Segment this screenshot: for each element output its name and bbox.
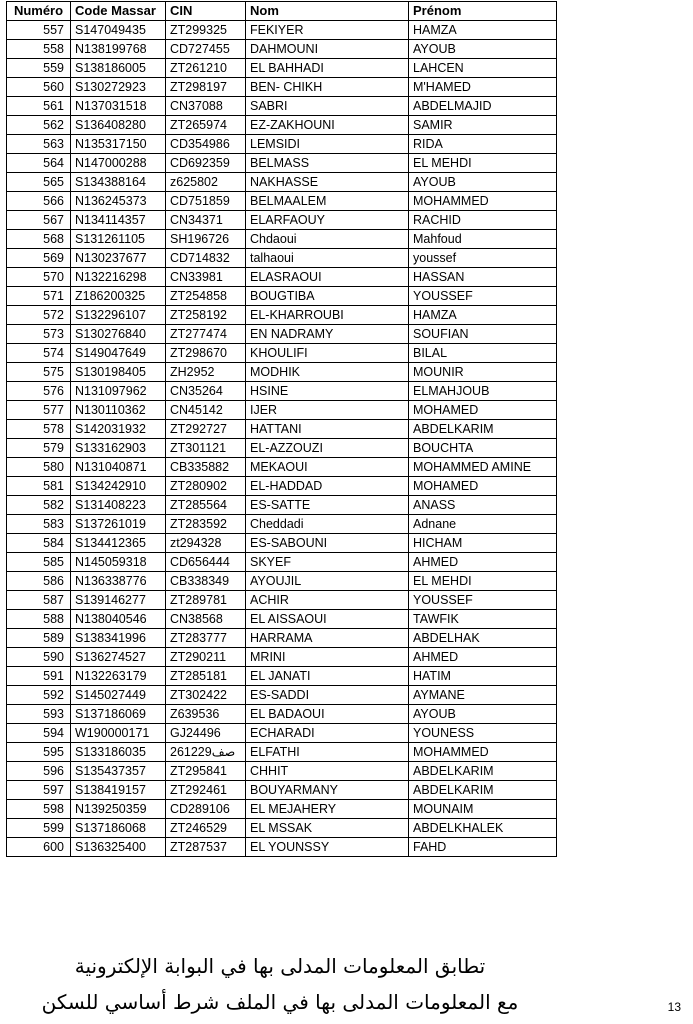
cell-code-massar: S137186069: [71, 705, 166, 724]
cell-code-massar: S142031932: [71, 420, 166, 439]
cell-code-massar: N130110362: [71, 401, 166, 420]
table-row: [7, 610, 557, 629]
cell-prenom: HAMZA: [409, 21, 557, 40]
cell-nom: Chdaoui: [246, 230, 409, 249]
cell-nom: KHOULIFI: [246, 344, 409, 363]
cell-numero: 559: [7, 59, 71, 78]
cell-code-massar: N132216298: [71, 268, 166, 287]
cell-cin: CD714832: [166, 249, 246, 268]
cell-cin: CN34371: [166, 211, 246, 230]
cell-prenom: AYOUB: [409, 705, 557, 724]
cell-numero: 583: [7, 515, 71, 534]
cell-numero: 586: [7, 572, 71, 591]
cell-code-massar: S138341996: [71, 629, 166, 648]
cell-code-massar: S138186005: [71, 59, 166, 78]
table-row: [7, 591, 557, 610]
cell-cin: ZH2952: [166, 363, 246, 382]
cell-prenom: BILAL: [409, 344, 557, 363]
cell-prenom: BOUCHTA: [409, 439, 557, 458]
table-row: [7, 154, 557, 173]
cell-nom: EL BAHHADI: [246, 59, 409, 78]
cell-nom: LEMSIDI: [246, 135, 409, 154]
header-numero: Numéro: [7, 2, 71, 21]
cell-code-massar: N131040871: [71, 458, 166, 477]
cell-nom: HARRAMA: [246, 629, 409, 648]
cell-numero: 558: [7, 40, 71, 59]
cell-prenom: ABDELHAK: [409, 629, 557, 648]
cell-cin: ZT287537: [166, 838, 246, 857]
cell-code-massar: S136325400: [71, 838, 166, 857]
cell-numero: 585: [7, 553, 71, 572]
cell-nom: EL MEJAHERY: [246, 800, 409, 819]
cell-code-massar: N138199768: [71, 40, 166, 59]
cell-cin: z625802: [166, 173, 246, 192]
cell-code-massar: S138419157: [71, 781, 166, 800]
cell-code-massar: S134388164: [71, 173, 166, 192]
cell-code-massar: Z186200325: [71, 287, 166, 306]
cell-cin: ZT295841: [166, 762, 246, 781]
cell-numero: 560: [7, 78, 71, 97]
cell-prenom: EL MEHDI: [409, 154, 557, 173]
cell-numero: 598: [7, 800, 71, 819]
header-nom: Nom: [246, 2, 409, 21]
cell-numero: 565: [7, 173, 71, 192]
cell-cin: CD354986: [166, 135, 246, 154]
cell-numero: 593: [7, 705, 71, 724]
cell-nom: HSINE: [246, 382, 409, 401]
cell-numero: 570: [7, 268, 71, 287]
cell-cin: ZT285181: [166, 667, 246, 686]
cell-cin: CN33981: [166, 268, 246, 287]
table-row: [7, 439, 557, 458]
cell-cin: ZT298670: [166, 344, 246, 363]
table-row: [7, 667, 557, 686]
cell-nom: EL AISSAOUI: [246, 610, 409, 629]
cell-prenom: M'HAMED: [409, 78, 557, 97]
cell-nom: EL MSSAK: [246, 819, 409, 838]
cell-prenom: Mahfoud: [409, 230, 557, 249]
cell-prenom: SOUFIAN: [409, 325, 557, 344]
cell-numero: 557: [7, 21, 71, 40]
cell-cin: ZT277474: [166, 325, 246, 344]
cell-prenom: MOUNIR: [409, 363, 557, 382]
cell-prenom: Adnane: [409, 515, 557, 534]
cell-prenom: HAMZA: [409, 306, 557, 325]
cell-nom: ACHIR: [246, 591, 409, 610]
cell-nom: EN NADRAMY: [246, 325, 409, 344]
cell-prenom: MOHAMED: [409, 401, 557, 420]
cell-numero: 591: [7, 667, 71, 686]
cell-prenom: TAWFIK: [409, 610, 557, 629]
table-row: [7, 724, 557, 743]
cell-cin: ZT261210: [166, 59, 246, 78]
cell-prenom: FAHD: [409, 838, 557, 857]
table-row: [7, 59, 557, 78]
cell-nom: EL-HADDAD: [246, 477, 409, 496]
cell-nom: BOUYARMANY: [246, 781, 409, 800]
cell-numero: 577: [7, 401, 71, 420]
cell-prenom: YOUSSEF: [409, 287, 557, 306]
cell-numero: 595: [7, 743, 71, 762]
table-body: [7, 21, 557, 857]
cell-cin: ZT298197: [166, 78, 246, 97]
cell-nom: EL-KHARROUBI: [246, 306, 409, 325]
cell-code-massar: S137186068: [71, 819, 166, 838]
cell-cin: ZT246529: [166, 819, 246, 838]
cell-numero: 576: [7, 382, 71, 401]
cell-cin: Z639536: [166, 705, 246, 724]
cell-numero: 599: [7, 819, 71, 838]
cell-prenom: ELMAHJOUB: [409, 382, 557, 401]
cell-numero: 582: [7, 496, 71, 515]
cell-prenom: SAMIR: [409, 116, 557, 135]
cell-numero: 590: [7, 648, 71, 667]
cell-numero: 578: [7, 420, 71, 439]
cell-code-massar: S131261105: [71, 230, 166, 249]
cell-cin: ZT292461: [166, 781, 246, 800]
table-row: [7, 325, 557, 344]
cell-code-massar: S132296107: [71, 306, 166, 325]
cell-code-massar: N137031518: [71, 97, 166, 116]
cell-nom: BOUGTIBA: [246, 287, 409, 306]
table-row: [7, 211, 557, 230]
cell-code-massar: S147049435: [71, 21, 166, 40]
cell-nom: BELMAALEM: [246, 192, 409, 211]
cell-prenom: AHMED: [409, 648, 557, 667]
cell-code-massar: S133186035: [71, 743, 166, 762]
table-row: [7, 515, 557, 534]
cell-nom: SKYEF: [246, 553, 409, 572]
cell-cin: ZT283777: [166, 629, 246, 648]
table-row: [7, 648, 557, 667]
cell-numero: 561: [7, 97, 71, 116]
cell-prenom: YOUSSEF: [409, 591, 557, 610]
table-row: [7, 553, 557, 572]
cell-prenom: ABDELKHALEK: [409, 819, 557, 838]
cell-cin: ZT301121: [166, 439, 246, 458]
cell-code-massar: S136274527: [71, 648, 166, 667]
table-row: [7, 686, 557, 705]
cell-code-massar: S136408280: [71, 116, 166, 135]
cell-prenom: RIDA: [409, 135, 557, 154]
cell-numero: 596: [7, 762, 71, 781]
table-row: [7, 97, 557, 116]
cell-cin: ZT290211: [166, 648, 246, 667]
cell-prenom: ANASS: [409, 496, 557, 515]
table-row: [7, 743, 557, 762]
cell-numero: 569: [7, 249, 71, 268]
table-row: [7, 819, 557, 838]
cell-nom: FEKIYER: [246, 21, 409, 40]
cell-nom: MRINI: [246, 648, 409, 667]
cell-nom: IJER: [246, 401, 409, 420]
cell-nom: ES-SADDI: [246, 686, 409, 705]
cell-prenom: AYOUB: [409, 173, 557, 192]
cell-cin: ZT280902: [166, 477, 246, 496]
cell-nom: talhaoui: [246, 249, 409, 268]
cell-prenom: AYOUB: [409, 40, 557, 59]
cell-code-massar: S133162903: [71, 439, 166, 458]
table-row: [7, 21, 557, 40]
header-cin: CIN: [166, 2, 246, 21]
cell-cin: CN35264: [166, 382, 246, 401]
table-row: [7, 40, 557, 59]
table-row: [7, 344, 557, 363]
cell-numero: 574: [7, 344, 71, 363]
footer-note-line-1: تطابق المعلومات المدلى بها في البوابة الإلكترونية: [74, 954, 486, 978]
cell-numero: 588: [7, 610, 71, 629]
cell-numero: 579: [7, 439, 71, 458]
cell-nom: ELFATHI: [246, 743, 409, 762]
table-row: [7, 268, 557, 287]
cell-numero: 568: [7, 230, 71, 249]
cell-code-massar: S134242910: [71, 477, 166, 496]
header-code-massar: Code Massar: [71, 2, 166, 21]
cell-nom: ELASRAOUI: [246, 268, 409, 287]
cell-cin: GJ24496: [166, 724, 246, 743]
cell-nom: EL JANATI: [246, 667, 409, 686]
table-row: [7, 781, 557, 800]
cell-prenom: HASSAN: [409, 268, 557, 287]
table-row: [7, 135, 557, 154]
table-row: [7, 173, 557, 192]
footer-note-line-2: مع المعلومات المدلى بها في الملف شرط أساسي للسكن: [41, 990, 519, 1014]
cell-cin: SH196726: [166, 230, 246, 249]
cell-numero: 600: [7, 838, 71, 857]
cell-numero: 564: [7, 154, 71, 173]
cell-prenom: ABDELKARIM: [409, 420, 557, 439]
table-row: [7, 78, 557, 97]
cell-code-massar: S130276840: [71, 325, 166, 344]
table-row: [7, 705, 557, 724]
cell-cin: ZT289781: [166, 591, 246, 610]
table-row: [7, 249, 557, 268]
cell-cin: CD751859: [166, 192, 246, 211]
cell-cin: CN45142: [166, 401, 246, 420]
cell-code-massar: N130237677: [71, 249, 166, 268]
cell-prenom: LAHCEN: [409, 59, 557, 78]
table-row: [7, 629, 557, 648]
cell-prenom: ABDELKARIM: [409, 762, 557, 781]
cell-code-massar: S130198405: [71, 363, 166, 382]
cell-prenom: ABDELKARIM: [409, 781, 557, 800]
cell-cin: ZT292727: [166, 420, 246, 439]
cell-code-massar: N136338776: [71, 572, 166, 591]
cell-numero: 597: [7, 781, 71, 800]
cell-nom: ELARFAOUY: [246, 211, 409, 230]
page-number: 13: [667, 1000, 681, 1014]
table-row: [7, 230, 557, 249]
cell-cin: ZT299325: [166, 21, 246, 40]
cell-cin: ZT302422: [166, 686, 246, 705]
cell-numero: 562: [7, 116, 71, 135]
cell-nom: SABRI: [246, 97, 409, 116]
table-row: [7, 458, 557, 477]
cell-code-massar: W190000171: [71, 724, 166, 743]
cell-cin: صف261229: [166, 743, 246, 762]
cell-code-massar: S131408223: [71, 496, 166, 515]
cell-numero: 592: [7, 686, 71, 705]
cell-prenom: HATIM: [409, 667, 557, 686]
table-header-row: [7, 2, 557, 21]
cell-cin: ZT285564: [166, 496, 246, 515]
cell-numero: 575: [7, 363, 71, 382]
cell-cin: CB338349: [166, 572, 246, 591]
table-row: [7, 382, 557, 401]
cell-nom: EZ-ZAKHOUNI: [246, 116, 409, 135]
cell-cin: CD656444: [166, 553, 246, 572]
cell-cin: ZT283592: [166, 515, 246, 534]
cell-cin: CD727455: [166, 40, 246, 59]
cell-numero: 581: [7, 477, 71, 496]
table-row: [7, 192, 557, 211]
table-row: [7, 306, 557, 325]
cell-nom: EL BADAOUI: [246, 705, 409, 724]
cell-nom: Cheddadi: [246, 515, 409, 534]
cell-numero: 589: [7, 629, 71, 648]
cell-prenom: RACHID: [409, 211, 557, 230]
cell-numero: 594: [7, 724, 71, 743]
table-row: [7, 838, 557, 857]
table-row: [7, 496, 557, 515]
cell-prenom: AHMED: [409, 553, 557, 572]
cell-code-massar: S137261019: [71, 515, 166, 534]
cell-code-massar: N132263179: [71, 667, 166, 686]
cell-prenom: HICHAM: [409, 534, 557, 553]
table-row: [7, 762, 557, 781]
cell-nom: CHHIT: [246, 762, 409, 781]
cell-code-massar: N135317150: [71, 135, 166, 154]
table-row: [7, 800, 557, 819]
cell-numero: 584: [7, 534, 71, 553]
cell-nom: BEN- CHIKH: [246, 78, 409, 97]
cell-prenom: EL MEHDI: [409, 572, 557, 591]
cell-numero: 580: [7, 458, 71, 477]
cell-numero: 572: [7, 306, 71, 325]
cell-nom: MODHIK: [246, 363, 409, 382]
table-row: [7, 116, 557, 135]
cell-code-massar: S134412365: [71, 534, 166, 553]
cell-cin: CN37088: [166, 97, 246, 116]
cell-code-massar: N136245373: [71, 192, 166, 211]
cell-cin: ZT254858: [166, 287, 246, 306]
cell-nom: EL-AZZOUZI: [246, 439, 409, 458]
table-row: [7, 477, 557, 496]
cell-numero: 567: [7, 211, 71, 230]
cell-code-massar: N138040546: [71, 610, 166, 629]
cell-code-massar: S130272923: [71, 78, 166, 97]
cell-prenom: MOHAMED: [409, 477, 557, 496]
cell-nom: ES-SABOUNI: [246, 534, 409, 553]
cell-prenom: MOHAMMED: [409, 743, 557, 762]
cell-nom: AYOUJIL: [246, 572, 409, 591]
cell-nom: EL YOUNSSY: [246, 838, 409, 857]
cell-numero: 587: [7, 591, 71, 610]
cell-code-massar: N145059318: [71, 553, 166, 572]
cell-prenom: MOHAMMED AMINE: [409, 458, 557, 477]
cell-code-massar: S149047649: [71, 344, 166, 363]
cell-nom: BELMASS: [246, 154, 409, 173]
cell-prenom: MOHAMMED: [409, 192, 557, 211]
table-row: [7, 401, 557, 420]
cell-cin: ZT265974: [166, 116, 246, 135]
cell-cin: CN38568: [166, 610, 246, 629]
cell-nom: ES-SATTE: [246, 496, 409, 515]
cell-cin: CD289106: [166, 800, 246, 819]
table-row: [7, 572, 557, 591]
cell-nom: HATTANI: [246, 420, 409, 439]
cell-code-massar: N139250359: [71, 800, 166, 819]
cell-nom: DAHMOUNI: [246, 40, 409, 59]
cell-code-massar: N131097962: [71, 382, 166, 401]
cell-numero: 566: [7, 192, 71, 211]
cell-numero: 563: [7, 135, 71, 154]
table-row: [7, 287, 557, 306]
students-table: [6, 1, 557, 857]
cell-nom: ECHARADI: [246, 724, 409, 743]
cell-nom: MEKAOUI: [246, 458, 409, 477]
cell-code-massar: N147000288: [71, 154, 166, 173]
cell-prenom: YOUNESS: [409, 724, 557, 743]
cell-cin: zt294328: [166, 534, 246, 553]
cell-cin: ZT258192: [166, 306, 246, 325]
table-row: [7, 363, 557, 382]
cell-nom: NAKHASSE: [246, 173, 409, 192]
cell-code-massar: S135437357: [71, 762, 166, 781]
cell-prenom: MOUNAIM: [409, 800, 557, 819]
cell-cin: CB335882: [166, 458, 246, 477]
table-row: [7, 420, 557, 439]
header-prenom: Prénom: [409, 2, 557, 21]
cell-code-massar: S139146277: [71, 591, 166, 610]
cell-prenom: ABDELMAJID: [409, 97, 557, 116]
cell-code-massar: N134114357: [71, 211, 166, 230]
cell-numero: 573: [7, 325, 71, 344]
cell-numero: 571: [7, 287, 71, 306]
cell-cin: CD692359: [166, 154, 246, 173]
table-row: [7, 534, 557, 553]
cell-prenom: youssef: [409, 249, 557, 268]
cell-code-massar: S145027449: [71, 686, 166, 705]
cell-prenom: AYMANE: [409, 686, 557, 705]
